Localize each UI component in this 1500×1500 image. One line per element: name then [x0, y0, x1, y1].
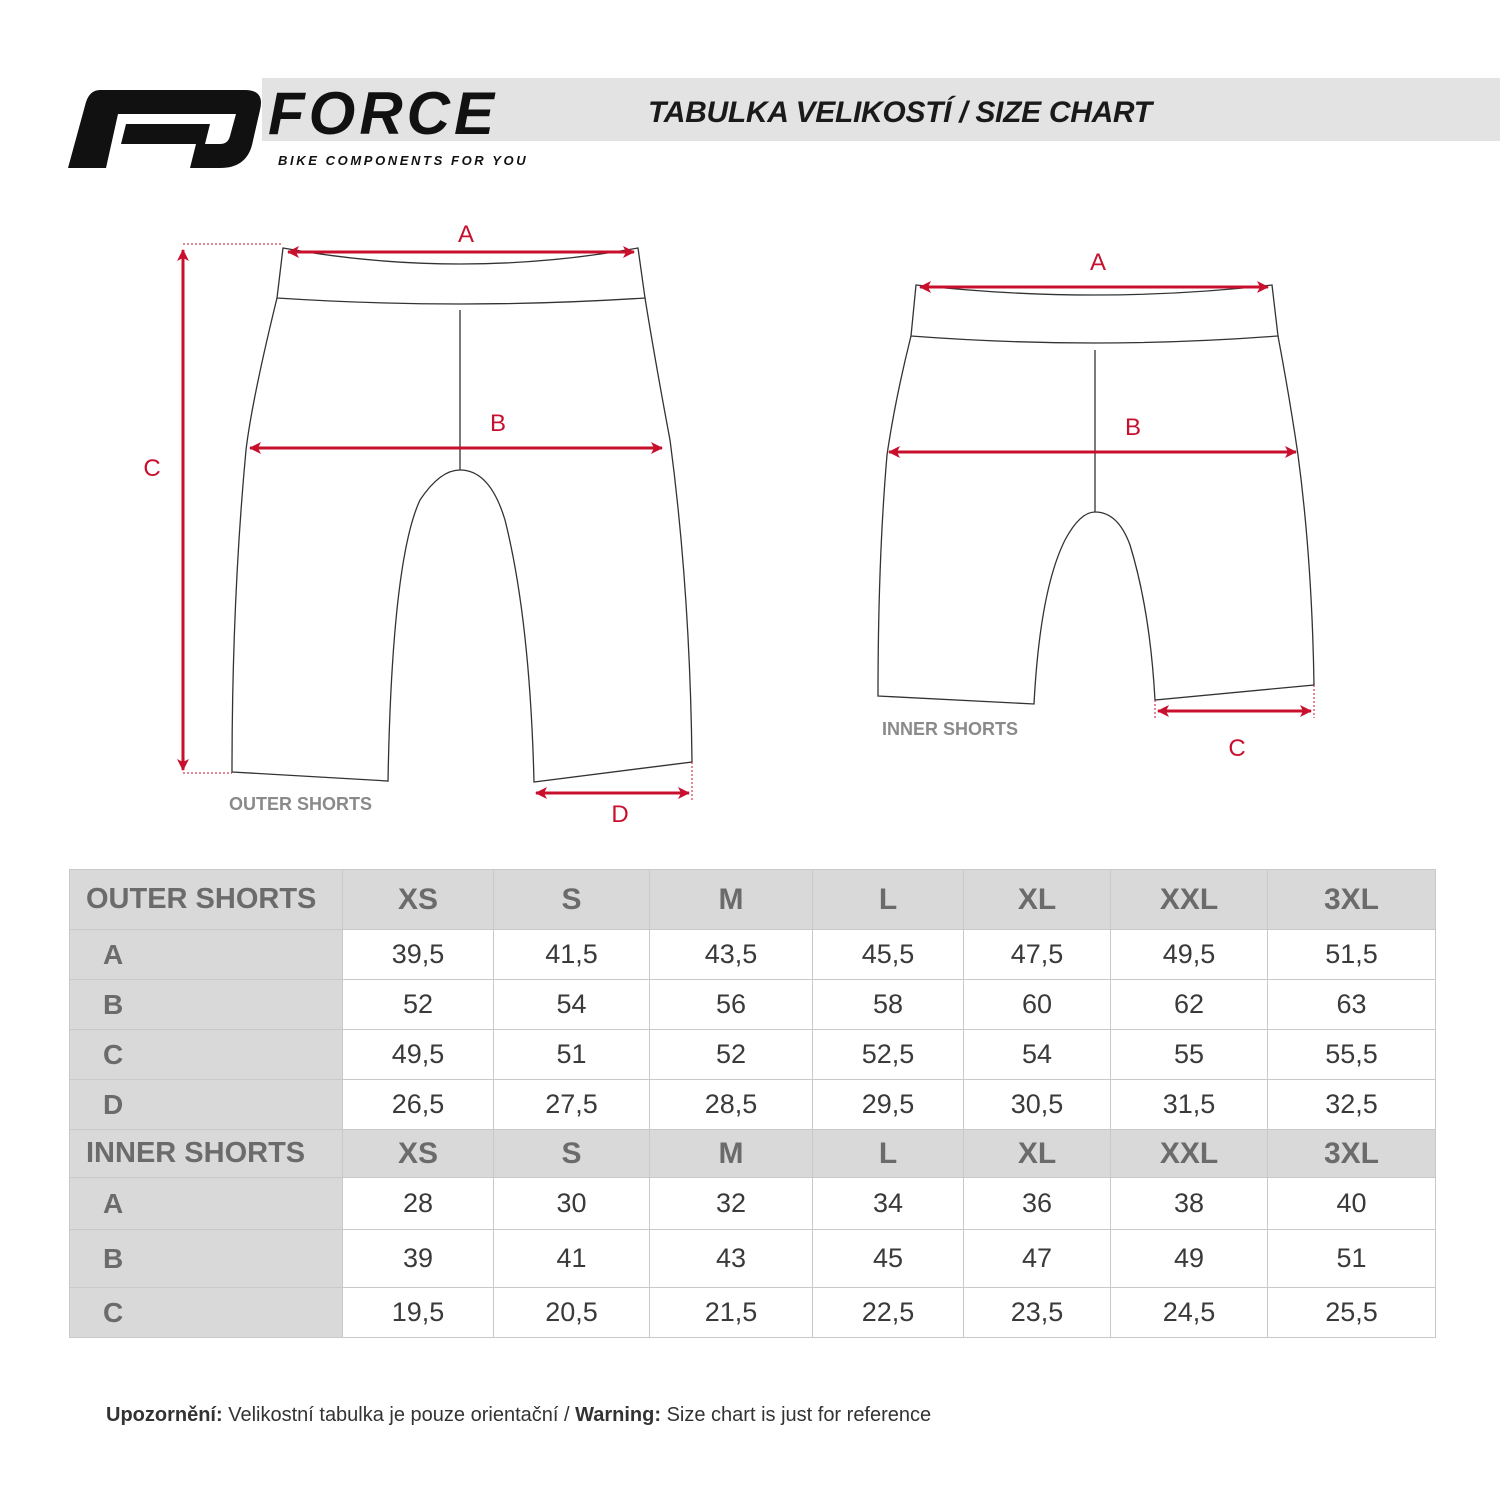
table-cell: 32,5	[1268, 1080, 1436, 1130]
table-cell: 41	[494, 1230, 650, 1288]
table-row	[70, 1178, 1436, 1230]
table-cell: 24,5	[1111, 1288, 1268, 1338]
table-cell: 55	[1111, 1030, 1268, 1080]
table-cell: 43	[650, 1230, 813, 1288]
brand-tagline: BIKE COMPONENTS FOR YOU	[278, 153, 529, 168]
table-cell: 51,5	[1268, 930, 1436, 980]
size-header: L	[813, 1130, 964, 1178]
row-label: B	[70, 980, 343, 1030]
table-cell: 28	[343, 1178, 494, 1230]
table-section-header	[70, 870, 1436, 930]
table-cell: 49,5	[1111, 930, 1268, 980]
outer-label-b: B	[489, 410, 507, 437]
size-header: 3XL	[1268, 870, 1436, 930]
table-cell: 41,5	[494, 930, 650, 980]
row-label: D	[70, 1080, 343, 1130]
row-label: C	[70, 1030, 343, 1080]
table-cell: 47	[964, 1230, 1111, 1288]
table-cell: 45	[813, 1230, 964, 1288]
table-section-header	[70, 1130, 1436, 1178]
outer-shorts-outline	[232, 248, 692, 782]
size-header: XXL	[1111, 870, 1268, 930]
size-header: XL	[964, 1130, 1111, 1178]
brand-wordmark: FORCE	[268, 80, 498, 147]
disclaimer-en-text: Size chart is just for reference	[666, 1404, 932, 1426]
outer-label-d: D	[611, 801, 629, 828]
table-row	[70, 1030, 1436, 1080]
table-cell: 52	[650, 1030, 813, 1080]
row-label: B	[70, 1230, 343, 1288]
table-cell: 45,5	[813, 930, 964, 980]
table-row	[70, 930, 1436, 980]
size-header: M	[650, 1130, 813, 1178]
inner-label-b: B	[1124, 414, 1142, 441]
size-header: XS	[343, 870, 494, 930]
size-header: S	[494, 1130, 650, 1178]
table-cell: 49	[1111, 1230, 1268, 1288]
table-cell: 30,5	[964, 1080, 1111, 1130]
table-cell: 58	[813, 980, 964, 1030]
row-label: C	[70, 1288, 343, 1338]
inner-guides	[1155, 685, 1314, 718]
table-cell: 54	[964, 1030, 1111, 1080]
table-cell: 32	[650, 1178, 813, 1230]
table-cell: 34	[813, 1178, 964, 1230]
size-header: S	[494, 870, 650, 930]
outer-dimension-arrows	[183, 250, 689, 793]
table-cell: 52,5	[813, 1030, 964, 1080]
section-title: OUTER SHORTS	[70, 870, 343, 930]
table-cell: 62	[1111, 980, 1268, 1030]
table-cell: 26,5	[343, 1080, 494, 1130]
disclaimer-cz-text: Velikostní tabulka je pouze orientační /	[228, 1404, 570, 1426]
table-cell: 27,5	[494, 1080, 650, 1130]
disclaimer-en-label: Warning:	[575, 1404, 662, 1426]
table-cell: 31,5	[1111, 1080, 1268, 1130]
table-cell: 22,5	[813, 1288, 964, 1338]
table-cell: 56	[650, 980, 813, 1030]
row-label: A	[70, 930, 343, 980]
inner-dimension-arrows	[889, 287, 1311, 711]
section-title: INNER SHORTS	[70, 1130, 343, 1178]
table-cell: 19,5	[343, 1288, 494, 1338]
table-cell: 63	[1268, 980, 1436, 1030]
size-header: XS	[343, 1130, 494, 1178]
table-cell: 36	[964, 1178, 1111, 1230]
disclaimer-cz-label: Upozornění:	[106, 1404, 223, 1426]
table-cell: 54	[494, 980, 650, 1030]
table-cell: 52	[343, 980, 494, 1030]
disclaimer	[106, 1404, 931, 1427]
size-header: 3XL	[1268, 1130, 1436, 1178]
inner-label-c: C	[1228, 735, 1246, 762]
table-cell: 51	[1268, 1230, 1436, 1288]
page-title: TABULKA VELIKOSTÍ / SIZE CHART	[648, 96, 1152, 129]
size-header: XL	[964, 870, 1111, 930]
size-header: L	[813, 870, 964, 930]
size-header: M	[650, 870, 813, 930]
table-cell: 39	[343, 1230, 494, 1288]
table-cell: 39,5	[343, 930, 494, 980]
table-cell: 43,5	[650, 930, 813, 980]
outer-shorts-caption: OUTER SHORTS	[229, 794, 373, 814]
table-cell: 30	[494, 1178, 650, 1230]
table-cell: 29,5	[813, 1080, 964, 1130]
outer-label-a: A	[457, 221, 475, 248]
table-cell: 25,5	[1268, 1288, 1436, 1338]
table-cell: 47,5	[964, 930, 1111, 980]
table-cell: 28,5	[650, 1080, 813, 1130]
table-cell: 21,5	[650, 1288, 813, 1338]
table-cell: 20,5	[494, 1288, 650, 1338]
table-row	[70, 1080, 1436, 1130]
size-table	[69, 869, 1436, 1338]
outer-label-c: C	[143, 455, 161, 482]
table-row	[70, 980, 1436, 1030]
inner-shorts-outline	[878, 285, 1314, 704]
table-cell: 40	[1268, 1178, 1436, 1230]
table-row	[70, 1230, 1436, 1288]
table-cell: 38	[1111, 1178, 1268, 1230]
table-cell: 51	[494, 1030, 650, 1080]
outer-guides	[183, 244, 692, 800]
table-cell: 49,5	[343, 1030, 494, 1080]
inner-shorts-caption: INNER SHORTS	[882, 719, 1019, 739]
row-label: A	[70, 1178, 343, 1230]
table-cell: 60	[964, 980, 1111, 1030]
table-row	[70, 1288, 1436, 1338]
inner-label-a: A	[1089, 249, 1107, 276]
table-cell: 23,5	[964, 1288, 1111, 1338]
size-header: XXL	[1111, 1130, 1268, 1178]
table-cell: 55,5	[1268, 1030, 1436, 1080]
